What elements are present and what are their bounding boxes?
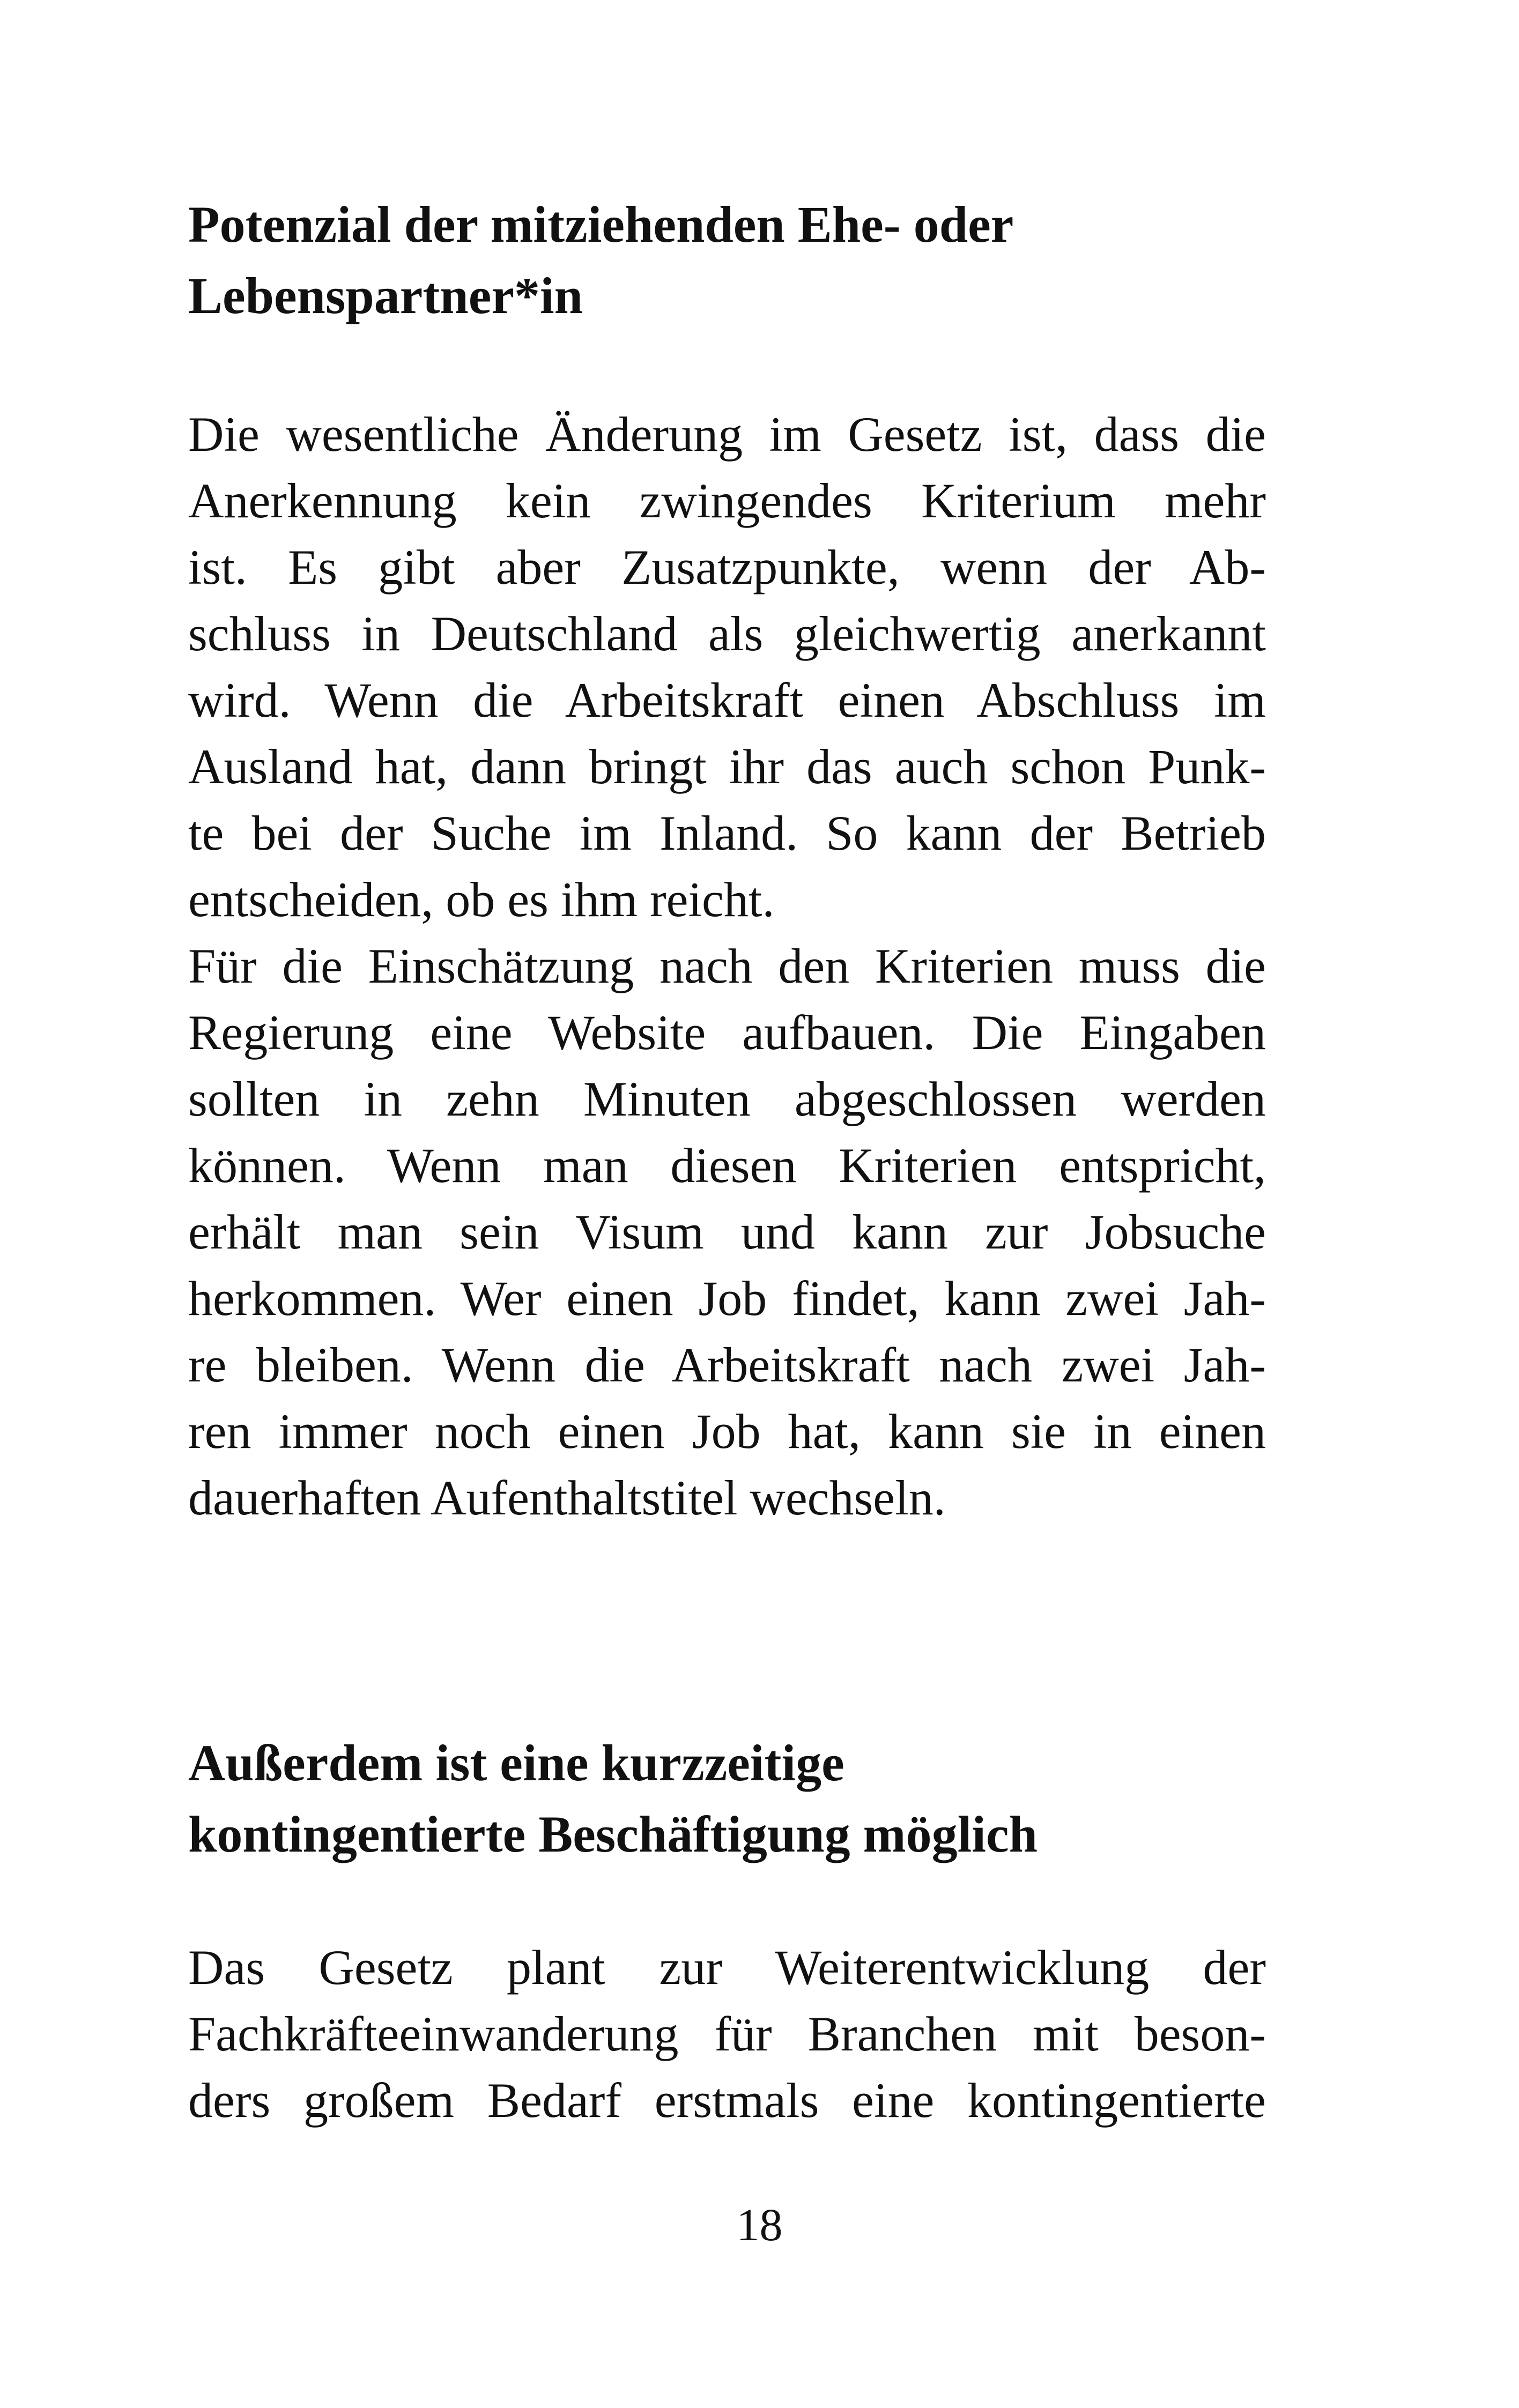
text-line: Regierung eine Website aufbauen. Die Eingaben bbox=[188, 1005, 1266, 1060]
text-line: Fachkräfteeinwanderung für Branchen mit beson- bbox=[188, 2006, 1266, 2061]
section-body-spouse-potential bbox=[188, 401, 1266, 1531]
text-line: ist. Es gibt aber Zusatzpunkte, wenn der Ab- bbox=[188, 540, 1266, 594]
text-line: herkommen. Wer einen Job findet, kann zwei Jah- bbox=[188, 1271, 1266, 1326]
text-line: ren immer noch einen Job hat, kann sie in einen bbox=[188, 1404, 1266, 1459]
heading-line: Potenzial der mitziehenden Ehe- oder bbox=[188, 196, 1014, 253]
text-line: Anerkennung kein zwingendes Kriterium mehr bbox=[188, 473, 1266, 528]
section-heading-spouse-potential bbox=[188, 189, 1261, 331]
text-line: Für die Einschätzung nach den Kriterien muss die bbox=[188, 939, 1266, 993]
text-line: entscheiden, ob es ihm reicht. bbox=[188, 872, 775, 927]
text-line: dauerhaften Aufenthaltstitel wechseln. bbox=[188, 1470, 946, 1525]
section-body-short-term-employment bbox=[188, 1934, 1266, 2134]
text-line: schluss in Deutschland als gleichwertig anerkannt bbox=[188, 606, 1266, 661]
text-line: erhält man sein Visum und kann zur Jobsuche bbox=[188, 1205, 1266, 1259]
heading-line: Lebenspartner*in bbox=[188, 267, 583, 324]
section-heading-short-term-employment bbox=[188, 1727, 1261, 1870]
heading-line: Außerdem ist eine kurzzeitige bbox=[188, 1734, 844, 1792]
text-line: ders großem Bedarf erstmals eine kontingentierte bbox=[188, 2073, 1266, 2128]
text-line: können. Wenn man diesen Kriterien entspricht, bbox=[188, 1138, 1266, 1193]
text-line: te bei der Suche im Inland. So kann der Betrieb bbox=[188, 806, 1266, 860]
text-line: Das Gesetz plant zur Weiterentwicklung der bbox=[188, 1940, 1266, 1995]
text-line: Ausland hat, dann bringt ihr das auch schon Punk- bbox=[188, 739, 1266, 794]
text-line: wird. Wenn die Arbeitskraft einen Abschluss im bbox=[188, 673, 1266, 727]
text-line: sollten in zehn Minuten abgeschlossen werden bbox=[188, 1072, 1266, 1126]
text-line: Die wesentliche Änderung im Gesetz ist, dass die bbox=[188, 407, 1266, 462]
text-line: re bleiben. Wenn die Arbeitskraft nach zwei Jah- bbox=[188, 1337, 1266, 1392]
page-number: 18 bbox=[736, 2199, 783, 2250]
heading-line: kontingentierte Beschäftigung möglich bbox=[188, 1805, 1038, 1863]
